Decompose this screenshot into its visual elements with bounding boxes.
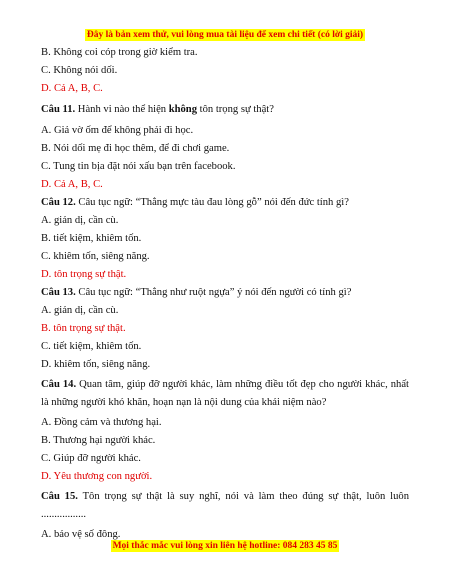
question-text: Câu tục ngữ: “Thẳng mực tàu đau lòng gỗ” nói đến đức tính gì? (75, 197, 349, 208)
question-number: Câu 15. (41, 491, 78, 502)
answer-option: B. Nói dối mẹ đi học thêm, để đi chơi game. (41, 143, 230, 154)
answer-option: A. bảo vệ số đông. (41, 529, 121, 540)
question-15 (41, 488, 409, 524)
question-number: Câu 14. (41, 379, 77, 390)
question-number: Câu 13. (41, 287, 76, 298)
answer-option: A. giản dị, cần cù. (41, 215, 119, 226)
answer-option-correct: B. tôn trọng sự thật. (41, 323, 126, 334)
document-body (41, 46, 409, 546)
answer-option: B. Thương hại người khác. (41, 435, 156, 446)
answer-option: C. khiêm tốn, siêng năng. (41, 251, 150, 262)
question-text-post: tôn trọng sự thật? (197, 104, 274, 115)
answer-option: B. tiết kiệm, khiêm tốn. (41, 233, 142, 244)
answer-option-correct: D. Yêu thương con người. (41, 471, 153, 482)
answer-option-correct: D. Cả A, B, C. (41, 179, 103, 190)
answer-option: D. khiêm tốn, siêng năng. (41, 359, 151, 370)
hotline-text: Mọi thắc mắc vui lòng xin liên hệ hotline: 084 283 45 85 (112, 541, 338, 551)
question-11 (41, 100, 409, 119)
answer-option: C. Không nói dối. (41, 65, 118, 76)
answer-option-correct: D. tôn trọng sự thật. (41, 269, 127, 280)
answer-option: C. Tung tin bịa đặt nói xấu bạn trên facebook. (41, 161, 236, 172)
answer-option: A. Đồng cảm và thương hại. (41, 417, 162, 428)
preview-notice-banner (0, 24, 450, 42)
answer-option: A. giản dị, cần cù. (41, 305, 119, 316)
question-12 (41, 196, 409, 209)
question-text-bold: không (168, 104, 197, 115)
question-13 (41, 286, 409, 299)
question-text: Tôn trọng sự thật là suy nghĩ, nói và làm theo đúng sự thật, luôn luôn ................. (41, 491, 409, 520)
question-number: Câu 11. (41, 104, 76, 115)
question-number: Câu 12. (41, 197, 76, 208)
answer-option: C. tiết kiệm, khiêm tốn. (41, 341, 142, 352)
answer-option: B. Không coi cóp trong giờ kiểm tra. (41, 47, 198, 58)
question-14 (41, 376, 409, 412)
answer-option-correct: D. Cả A, B, C. (41, 83, 103, 94)
hotline-banner (0, 535, 450, 553)
answer-option: C. Giúp đỡ người khác. (41, 453, 141, 464)
answer-option: A. Giả vờ ốm để không phải đi học. (41, 125, 194, 136)
question-text: Câu tục ngữ: “Thẳng như ruột ngựa” ý nói đến người có tính gì? (75, 287, 352, 298)
question-text-pre: Hành vi nào thể hiện (75, 104, 169, 115)
preview-notice-text: Đây là bản xem thử, vui lòng mua tài liệu để xem chi tiết (có lời giải) (86, 30, 364, 40)
question-text: Quan tâm, giúp đỡ người khác, làm những điều tốt đẹp cho người khác, nhất là những người khó khăn, hoạn nạn là nội dung của khái niệm nào? (41, 379, 410, 408)
